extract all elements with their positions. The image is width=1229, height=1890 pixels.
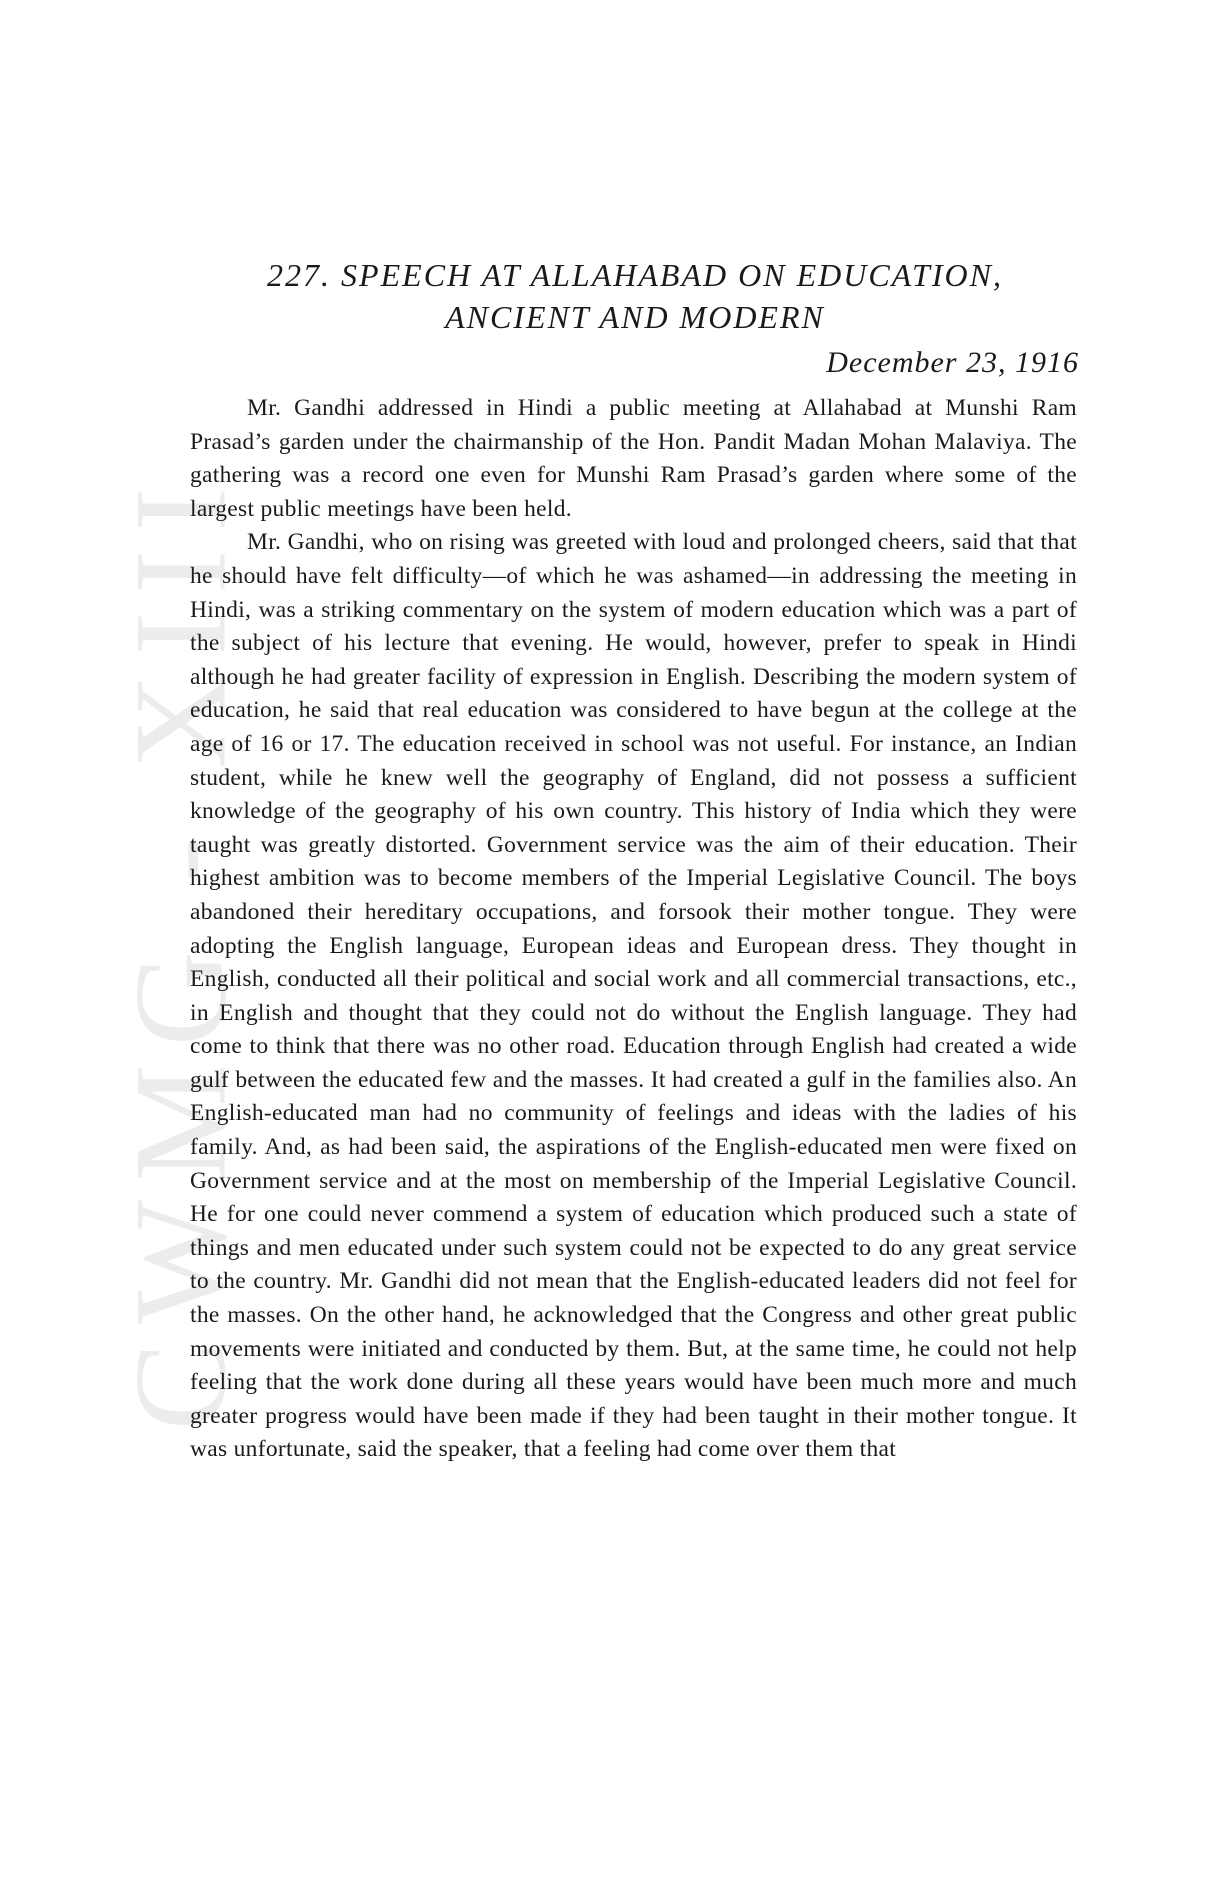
document-title <box>190 254 1080 338</box>
document-date: December 23, 1916 <box>826 346 1079 379</box>
title-line-1: 227. SPEECH AT ALLAHABAD ON EDUCATION, <box>267 257 1003 293</box>
paragraph-2: Mr. Gandhi, who on rising was greeted with loud and prolonged cheers, said that that he should have felt difficulty—of which he was ashamed—in addressing the meeting in Hindi, was a striking commentary on the system of modern education which was a part of the subject of his lecture that evening. He would, however, prefer to speak in Hindi although he had greater facility of expression in English. Describing the modern system of education, he said that real education was considered to have begun at the college at the age of 16 or 17. The education received in school was not useful. For instance, an Indian student, while he knew well the geography of England, did not possess a sufficient knowledge of the geography of his own country. This history of India which they were taught was greatly distorted. Government service was the aim of their education. Their highest ambition was to become members of the Imperial Legislative Council. The boys abandoned their hereditary occupations, and forsook their mother tongue. They were adopting the English language, European ideas and European dress. They thought in English, conducted all their political and social work and all commercial transactions, etc., in English and thought that they could not do without the English language. They had come to think that there was no other road. Education through English had created a wide gulf between the educated few and the masses. It had created a gulf in the families also. An English-educated man had no community of feelings and ideas with the ladies of his family. And, as had been said, the aspirations of the English-educated men were fixed on Government service and at the most on membership of the Imperial Legislative Council. He for one could never commend a system of education which produced such a state of things and men educated under such system could not be expected to do any great service to the country. Mr. Gandhi did not mean that the English-educated leaders did not feel for the masses. On the other hand, he acknowledged that the Congress and other great public movements were initiated and conducted by them. But, at the same time, he could not help feeling that the work done during all these years would have been much more and much greater progress would have been made if they had been taught in their mother tongue. It was unfortunate, said the speaker, that a feeling had come over them that <box>190 529 1077 1463</box>
watermark-text: CWMG - XIII <box>106 469 254 1431</box>
document-body <box>190 392 1077 1467</box>
paragraph-1: Mr. Gandhi addressed in Hindi a public meeting at Allahabad at Munshi Ram Prasad’s garden under the chairmanship of the Hon. Pandit Madan Mohan Malaviya. The gathering was a record one even for Munshi Ram Prasad’s garden where some of the largest public meetings have been held. <box>190 395 1077 522</box>
title-line-2: ANCIENT AND MODERN <box>445 299 825 335</box>
